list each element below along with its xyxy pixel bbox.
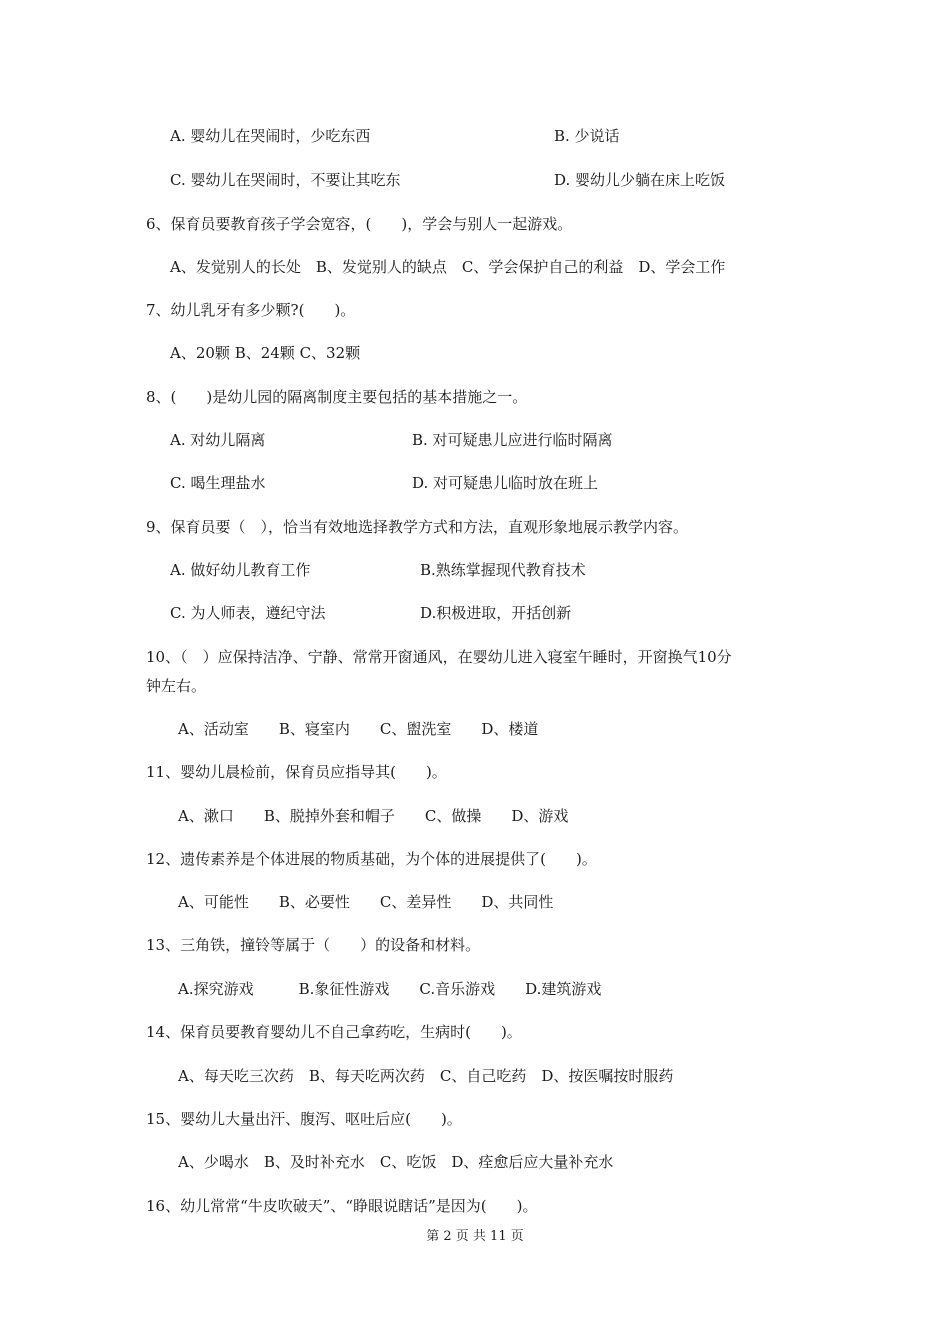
option-d: D. 婴幼儿少躺在床上吃饭 [554,171,726,189]
question-15: 15、婴幼儿大量出汗、腹泻、呕吐后应( )。 [146,1110,462,1128]
option-c: C. 婴幼儿在哭闹时，不要让其吃东 [170,171,401,189]
question-11-options: A、漱口 B、脱掉外套和帽子 C、做操 D、游戏 [178,807,569,825]
question-14-options: A、每天吃三次药 B、每天吃两次药 C、自己吃药 D、按医嘱按时服药 [178,1067,674,1085]
question-10-continued: 钟左右。 [146,677,207,695]
option-b: B. 少说话 [554,127,620,145]
question-12-options: A、可能性 B、必要性 C、差异性 D、共同性 [178,893,554,911]
question-16: 16、幼儿常常“牛皮吹破天”、“睁眼说瞎话”是因为( )。 [146,1197,538,1215]
option-b: B. 对可疑患儿应进行临时隔离 [412,431,613,449]
option-a: A. 对幼儿隔离 [170,431,266,449]
question-11: 11、婴幼儿晨检前，保育员应指导其( )。 [146,763,447,781]
option-a: A. 婴幼儿在哭闹时，少吃东西 [170,127,371,145]
question-13: 13、三角铁，撞铃等属于（ ）的设备和材料。 [146,936,481,954]
question-6-options: A、发觉别人的长处 B、发觉别人的缺点 C、学会保护自己的利益 D、学会工作 [170,258,726,276]
question-12: 12、遗传素养是个体进展的物质基础，为个体的进展提供了( )。 [146,850,597,868]
option-b: B.熟练掌握现代教育技术 [420,561,586,579]
option-d: D.积极进取，开括创新 [420,604,572,622]
question-7: 7、幼儿乳牙有多少颗?( )。 [146,301,356,319]
question-6: 6、保育员要教育孩子学会宽容，( )，学会与别人一起游戏。 [146,215,573,233]
option-c: C. 喝生理盐水 [170,474,266,492]
option-a: A. 做好幼儿教育工作 [170,561,311,579]
option-c: C. 为人师表，遵纪守法 [170,604,326,622]
question-8: 8、( )是幼儿园的隔离制度主要包括的基本措施之一。 [146,388,528,406]
question-9: 9、保育员要（ ），恰当有效地选择教学方式和方法，直观形象地展示教学内容。 [146,518,689,536]
question-15-options: A、少喝水 B、及时补充水 C、吃饭 D、痊愈后应大量补充水 [178,1153,614,1171]
question-10-options: A、活动室 B、寝室内 C、盥洗室 D、楼道 [178,720,539,738]
page-footer: 第 2 页 共 11 页 [426,1229,524,1244]
question-13-options: A.探究游戏 B.象征性游戏 C.音乐游戏 D.建筑游戏 [178,980,602,998]
option-d: D. 对可疑患儿临时放在班上 [412,474,599,492]
question-10: 10、（ ）应保持洁净、宁静、常常开窗通风，在婴幼儿进入寝室午睡时，开窗换气10分 [146,648,732,666]
question-7-options: A、20颗 B、24颗 C、32颗 [170,344,361,362]
question-14: 14、保育员要教育婴幼儿不自己拿药吃，生病时( )。 [146,1023,522,1041]
